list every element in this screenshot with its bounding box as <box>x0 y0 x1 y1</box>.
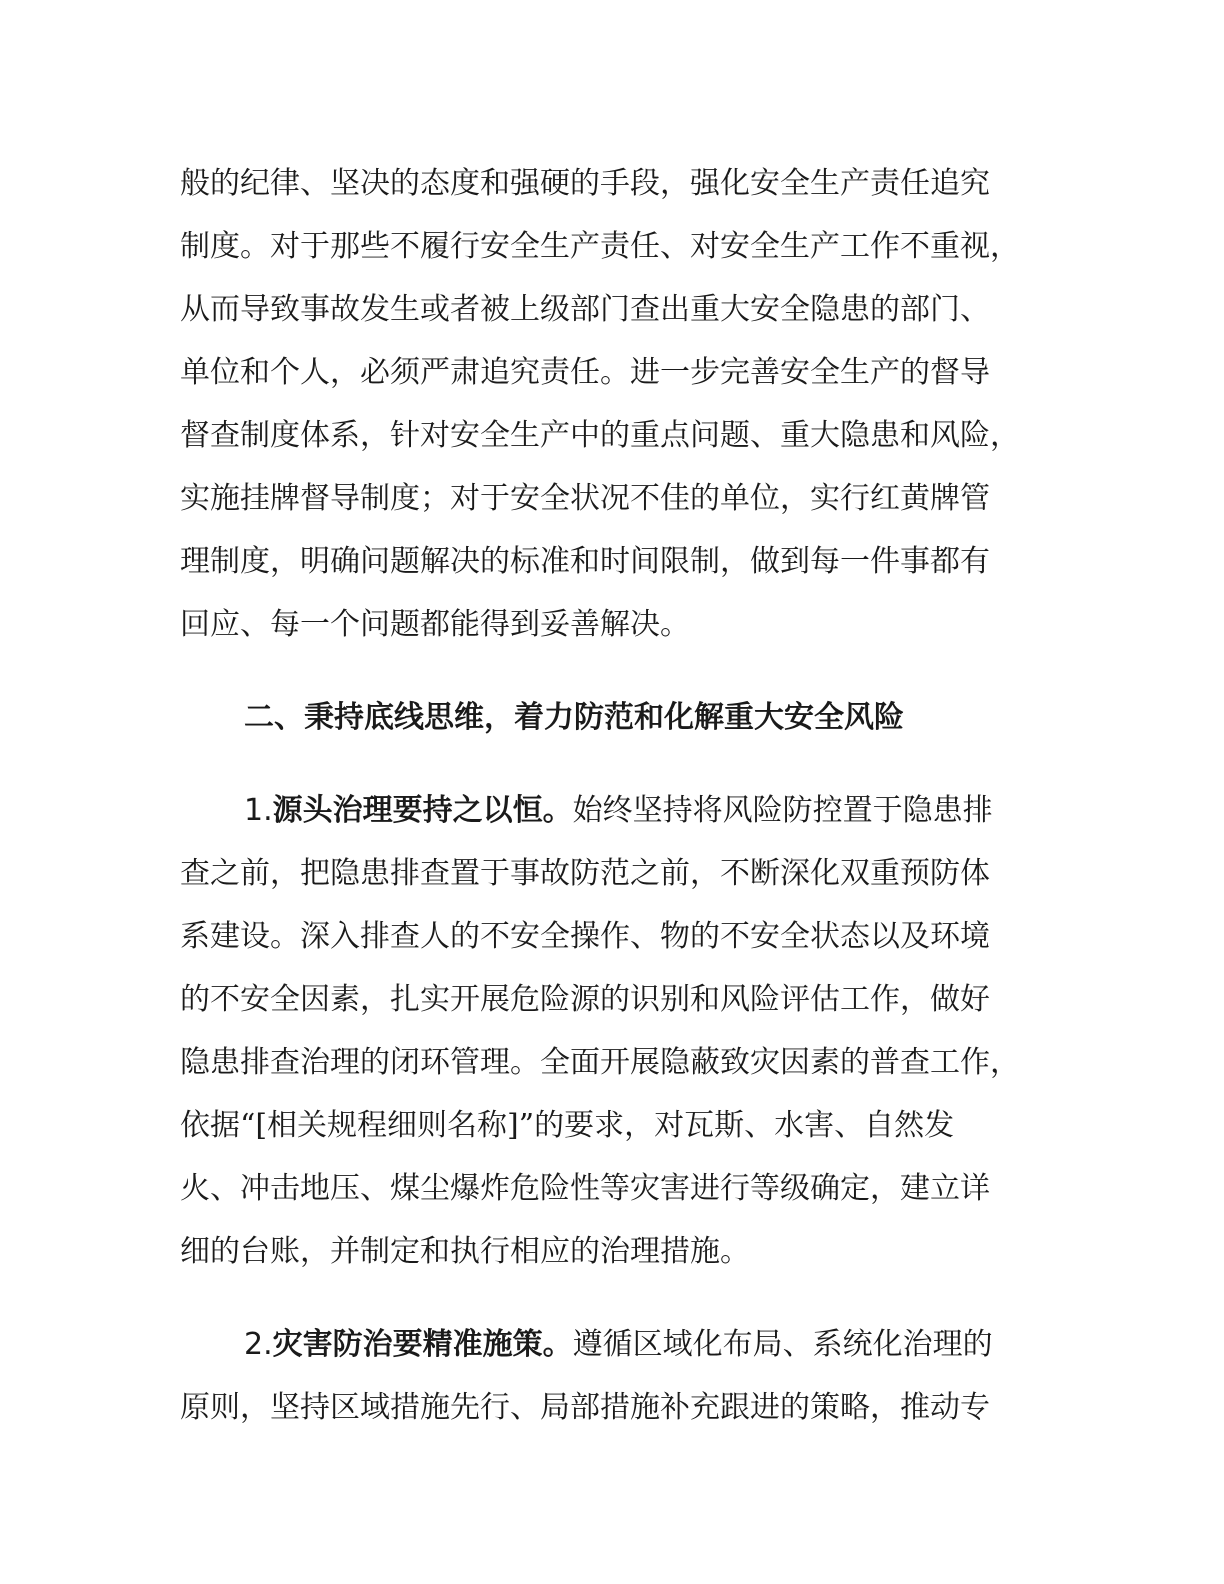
text-line: 督查制度体系，针对安全生产中的重点问题、重大隐患和风险， <box>180 418 1020 453</box>
text-line: 理制度，明确问题解决的标准和时间限制，做到每一件事都有 <box>180 544 990 579</box>
text-line: 的不安全因素，扎实开展危险源的识别和风险评估工作，做好 <box>180 982 990 1017</box>
item-number: 2. <box>244 1327 273 1362</box>
text-line: 依据“[相关规程细则名称]”的要求，对瓦斯、水害、自然发 <box>180 1108 955 1143</box>
text-line: 系建设。深入排查人的不安全操作、物的不安全状态以及环境 <box>180 919 990 954</box>
paragraph-gap <box>180 656 1046 686</box>
item-source-governance <box>180 779 1046 1283</box>
item-disaster-prevention <box>180 1313 1046 1439</box>
item-number: 1. <box>244 793 273 828</box>
text-line: 从而导致事故发生或者被上级部门查出重大安全隐患的部门、 <box>180 292 990 327</box>
item-first-line <box>180 1313 1046 1376</box>
text-line: 制度。对于那些不履行安全生产责任、对安全生产工作不重视， <box>180 229 1020 264</box>
item-text: 始终坚持将风险防控置于隐患排 <box>572 793 993 828</box>
text-line: 般的纪律、坚决的态度和强硬的手段，强化安全生产责任追究 <box>180 166 990 201</box>
paragraph-responsibility <box>180 152 1046 656</box>
item-text: 遵循区域化布局、系统化治理的 <box>572 1327 993 1362</box>
text-line: 细的台账，并制定和执行相应的治理措施。 <box>180 1234 750 1269</box>
text-line: 回应、每一个问题都能得到妥善解决。 <box>180 607 690 642</box>
section-heading: 二、秉持底线思维，着力防范和化解重大安全风险 <box>244 700 904 735</box>
text-line: 实施挂牌督导制度；对于安全状况不佳的单位，实行红黄牌管 <box>180 481 990 516</box>
text-line: 单位和个人，必须严肃追究责任。进一步完善安全生产的督导 <box>180 355 990 390</box>
text-line: 查之前，把隐患排查置于事故防范之前，不断深化双重预防体 <box>180 856 990 891</box>
text-line: 隐患排查治理的闭环管理。全面开展隐蔽致灾因素的普查工作， <box>180 1045 1020 1080</box>
text-line: 原则，坚持区域措施先行、局部措施补充跟进的策略，推动专 <box>180 1390 990 1425</box>
text-line: 火、冲击地压、煤尘爆炸危险性等灾害进行等级确定，建立详 <box>180 1171 990 1206</box>
paragraph-gap <box>180 1283 1046 1313</box>
item-lead: 源头治理要持之以恒。 <box>272 793 573 828</box>
item-first-line <box>180 779 1046 842</box>
document-page <box>180 152 1046 1439</box>
item-lead: 灾害防治要精准施策。 <box>272 1327 573 1362</box>
paragraph-gap <box>180 749 1046 779</box>
